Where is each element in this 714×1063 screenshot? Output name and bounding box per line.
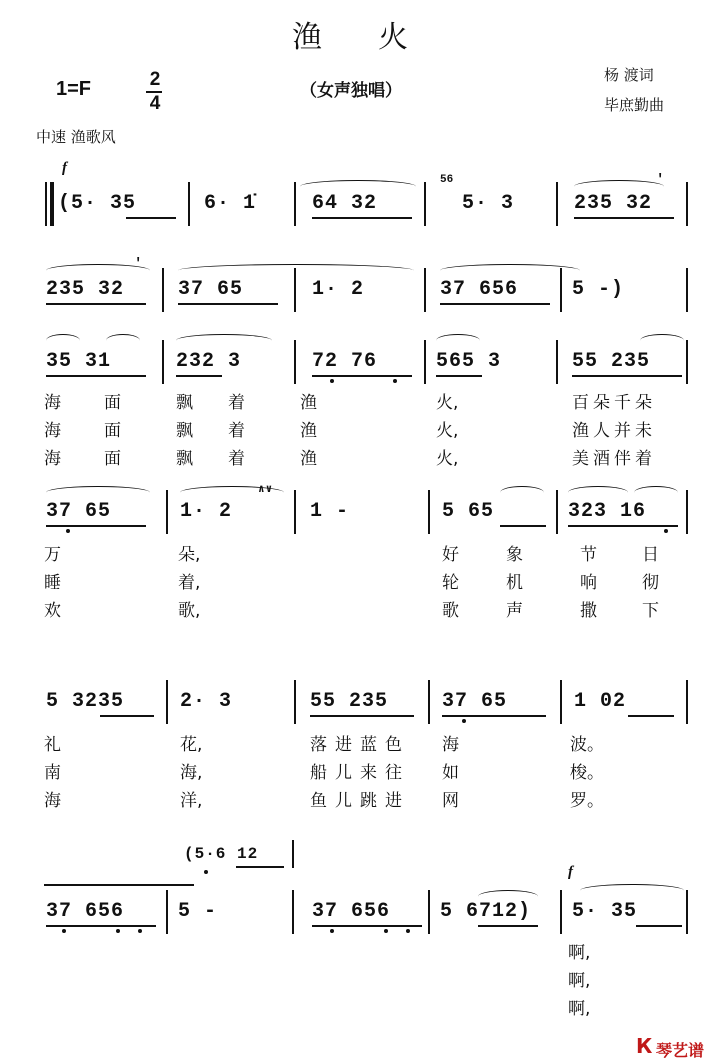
barline [188, 182, 190, 226]
lyric: 好 [442, 545, 459, 565]
measure: 1· 2 [180, 500, 233, 523]
underline-beam [236, 866, 284, 868]
slur [46, 486, 150, 499]
slur [500, 486, 544, 499]
lyric: 歌 [442, 601, 459, 621]
measure: 64 32 [312, 192, 378, 215]
underline-beam [46, 525, 146, 527]
lyric: 火, [436, 421, 459, 441]
barline [294, 490, 296, 534]
lyric: 日 [642, 545, 659, 565]
barline [294, 182, 296, 226]
barline [556, 182, 558, 226]
lyric: 海, [180, 763, 203, 783]
measure: 5 - [178, 900, 218, 923]
underline-beam [46, 303, 146, 305]
octave-dot [384, 929, 388, 933]
repeat-barline [45, 182, 47, 226]
underline-beam [442, 715, 546, 717]
lyric: 如 [442, 763, 459, 783]
measure: 37 65 [46, 500, 112, 523]
underline-beam [436, 375, 482, 377]
barline [428, 490, 430, 534]
underline-beam [636, 925, 682, 927]
slur [176, 334, 272, 347]
measure: 72 76 [312, 350, 378, 373]
lyric: 网 [442, 791, 459, 811]
lyric: 鱼儿跳进 [310, 791, 410, 811]
slur [478, 890, 538, 903]
measure: 2· 3 [180, 690, 233, 713]
underline-beam [572, 375, 682, 377]
measure: 37 656 [440, 278, 519, 301]
measure: 35 31 [46, 350, 112, 373]
ossia-measure: (5·6 12 [184, 845, 259, 863]
lyricist-credit: 杨 渡词 [604, 66, 654, 84]
lyric: 船儿来往 [310, 763, 410, 783]
measure: 5 -) [572, 278, 625, 301]
lyric: 啊, [568, 943, 591, 963]
slur [640, 334, 684, 347]
lyric: 渔 [300, 421, 317, 441]
slur [178, 264, 414, 277]
underline-beam [440, 303, 550, 305]
barline [162, 340, 164, 384]
measure: 1 - [310, 500, 350, 523]
lyric: 南 [44, 763, 61, 783]
slur [180, 486, 284, 499]
lyric: 渔 [300, 449, 317, 469]
meter-top: 2 [149, 69, 161, 90]
underline-beam [176, 375, 222, 377]
underline-beam [312, 925, 422, 927]
slur [568, 486, 628, 499]
lyric: 海 [44, 449, 61, 469]
lyric: 礼 [44, 735, 61, 755]
lyric: 轮 [442, 573, 459, 593]
accent-mark: ∧∨ [258, 484, 274, 496]
lyric: 歌, [178, 601, 201, 621]
lyric: 机 [506, 573, 523, 593]
octave-dot [393, 379, 397, 383]
slur [436, 334, 480, 347]
underline-beam [312, 375, 412, 377]
octave-dot [330, 929, 334, 933]
song-title: 渔火 [292, 20, 464, 55]
slur [580, 884, 684, 897]
barline [294, 340, 296, 384]
barline [686, 680, 688, 724]
lyric: 面 [104, 421, 121, 441]
watermark-logo-icon: К [636, 1034, 653, 1058]
lyric: 百朵千朵 [572, 393, 656, 413]
tempo-marking: 中速 渔歌风 [36, 128, 116, 146]
measure: 5· 3 [462, 192, 515, 215]
lyric: 面 [104, 393, 121, 413]
dynamic-forte: f [62, 160, 67, 176]
measure: (5· 35 [58, 192, 137, 215]
measure: 37 656 [312, 900, 391, 923]
lyric: 飘 [176, 449, 193, 469]
barline [686, 890, 688, 934]
barline [166, 680, 168, 724]
barline [424, 268, 426, 312]
breath-mark: ' [134, 256, 144, 272]
lyric: 海 [44, 393, 61, 413]
lyric: 波。 [570, 735, 604, 755]
underline-beam [574, 217, 674, 219]
octave-dot [66, 529, 70, 533]
meter-bottom: 4 [149, 93, 161, 114]
barline [556, 340, 558, 384]
slur [300, 180, 416, 193]
octave-dot [664, 529, 668, 533]
lyric: 啊, [568, 999, 591, 1019]
measure: 235 32 [574, 192, 653, 215]
repeat-barline-thick [50, 182, 54, 226]
lyric: 渔人并未 [572, 421, 656, 441]
octave-dot [204, 870, 208, 874]
underline-beam [628, 715, 674, 717]
octave-dot [330, 379, 334, 383]
lyric: 火, [436, 393, 459, 413]
barline [428, 890, 430, 934]
underline-beam [178, 303, 278, 305]
barline [292, 840, 294, 868]
lyric: 朵, [178, 545, 201, 565]
grace-note: 56 [440, 174, 454, 186]
measure: 323 16 [568, 500, 647, 523]
measure: 37 65 [442, 690, 508, 713]
barline [686, 490, 688, 534]
measure: 55 235 [572, 350, 651, 373]
barline [294, 680, 296, 724]
measure: 232 3 [176, 350, 242, 373]
measure: 5 3235 [46, 690, 125, 713]
lyric: 下 [642, 601, 659, 621]
measure: 37 656 [46, 900, 125, 923]
underline-beam [100, 715, 154, 717]
lyric: 欢 [44, 601, 61, 621]
lyric: 啊, [568, 971, 591, 991]
barline [162, 268, 164, 312]
underline-beam [312, 217, 412, 219]
underline-beam [310, 715, 414, 717]
key-signature: 1=F [56, 78, 92, 100]
performance-note: （女声独唱） [300, 81, 402, 101]
barline [424, 182, 426, 226]
lyric: 着 [228, 393, 245, 413]
octave-dot [406, 929, 410, 933]
barline [166, 490, 168, 534]
lyric: 海 [442, 735, 459, 755]
underline-beam [46, 925, 156, 927]
lyric: 罗。 [570, 791, 604, 811]
octave-dot [116, 929, 120, 933]
lyric: 飘 [176, 421, 193, 441]
barline [556, 490, 558, 534]
measure: 5 65 [442, 500, 495, 523]
measure: 1· 2 [312, 278, 365, 301]
slur [46, 334, 80, 347]
lyric: 着 [228, 449, 245, 469]
lyric: 撒 [580, 601, 597, 621]
lyric: 象 [506, 545, 523, 565]
barline [560, 890, 562, 934]
lyric: 面 [104, 449, 121, 469]
underline-beam [568, 525, 678, 527]
lyric: 梭。 [570, 763, 604, 783]
slur [574, 180, 664, 193]
barline [686, 268, 688, 312]
octave-dot [462, 719, 466, 723]
lyric: 落进蓝色 [310, 735, 410, 755]
slur [46, 264, 150, 277]
measure: 1 02 [574, 690, 627, 713]
lyric: 声 [506, 601, 523, 621]
lyric: 响 [580, 573, 597, 593]
watermark-text: 琴艺谱 [656, 1041, 705, 1060]
lyric: 海 [44, 791, 61, 811]
measure: 235 32 [46, 278, 125, 301]
lyric: 彻 [642, 573, 659, 593]
dynamic-forte: f [568, 864, 573, 880]
barline [428, 680, 430, 724]
barline [424, 340, 426, 384]
lyric: 花, [180, 735, 203, 755]
lyric: 着 [228, 421, 245, 441]
lyric: 海 [44, 421, 61, 441]
breath-mark: ' [656, 172, 666, 188]
measure: 6· 1̇ [204, 192, 257, 215]
measure: 5 6712) [440, 900, 532, 923]
composer-credit: 毕庶勤曲 [604, 96, 665, 114]
barline [560, 680, 562, 724]
barline [686, 182, 688, 226]
lyric: 美酒伴着 [572, 449, 656, 469]
lyric: 飘 [176, 393, 193, 413]
underline-beam [46, 375, 146, 377]
barline [166, 890, 168, 934]
octave-dot [138, 929, 142, 933]
underline-beam [478, 925, 538, 927]
slur [106, 334, 140, 347]
lyric: 万 [44, 545, 61, 565]
lyric: 睡 [44, 573, 61, 593]
barline [686, 340, 688, 384]
slur [440, 264, 580, 277]
underline-beam [500, 525, 546, 527]
barline [292, 890, 294, 934]
measure: 565 3 [436, 350, 502, 373]
measure: 37 65 [178, 278, 244, 301]
octave-dot [62, 929, 66, 933]
measure: 5· 35 [572, 900, 638, 923]
tie-line [44, 884, 194, 886]
lyric: 节 [580, 545, 597, 565]
lyric: 渔 [300, 393, 317, 413]
measure: 55 235 [310, 690, 389, 713]
slur [634, 486, 678, 499]
lyric: 洋, [180, 791, 203, 811]
lyric: 着, [178, 573, 201, 593]
underline-beam [126, 217, 176, 219]
lyric: 火, [436, 449, 459, 469]
